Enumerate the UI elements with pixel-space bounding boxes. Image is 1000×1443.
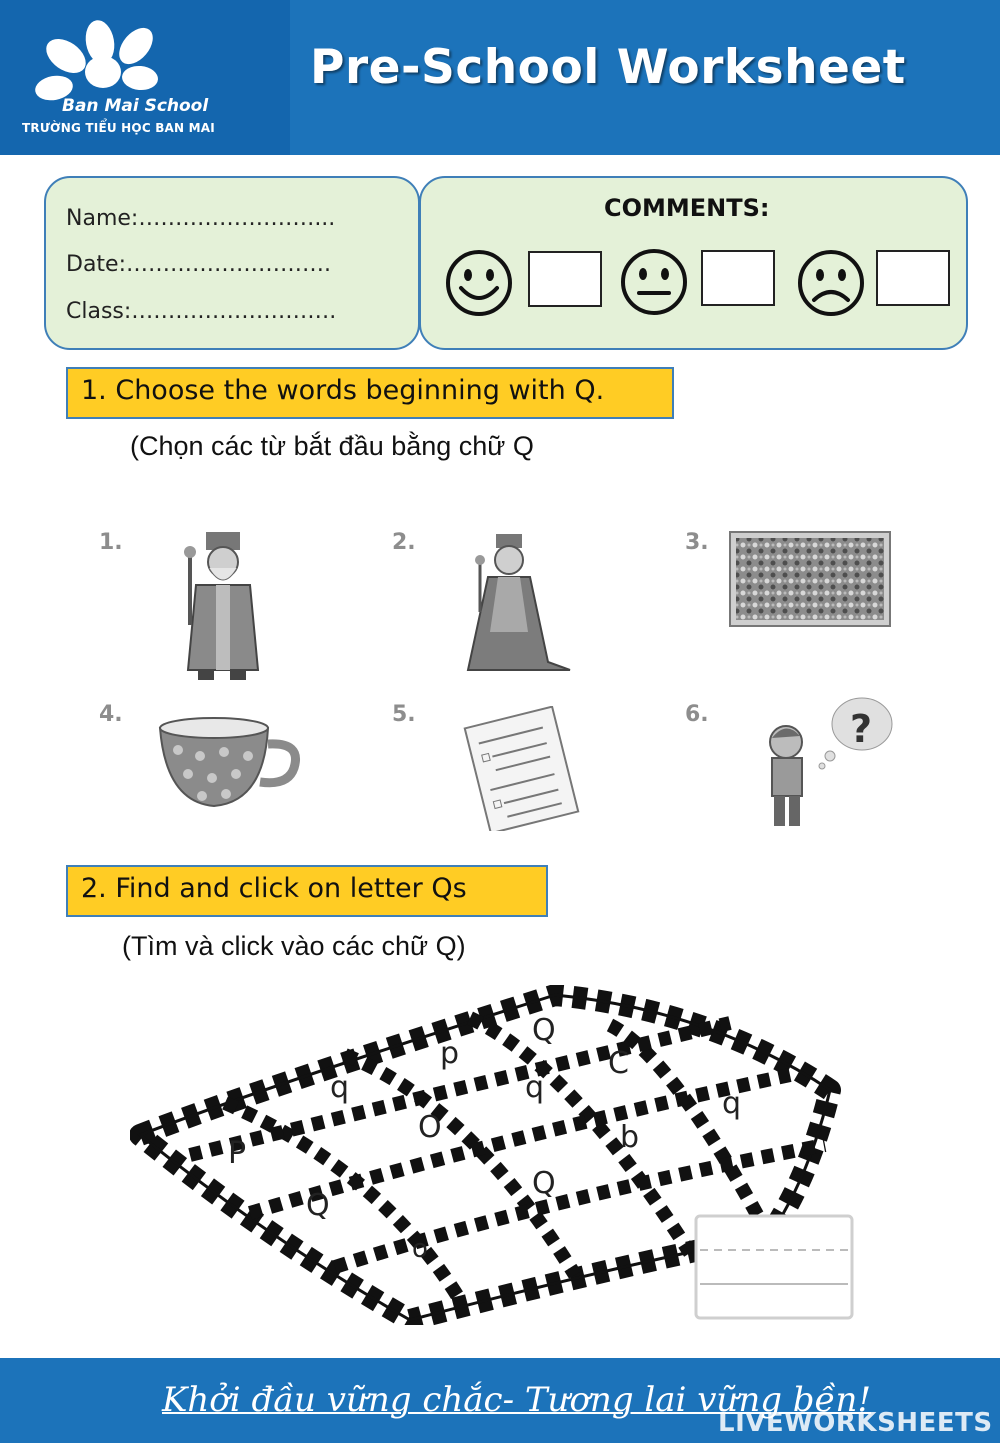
quilt-letter[interactable]: o xyxy=(412,1234,428,1264)
school-subtitle: TRƯỜNG TIỂU HỌC BAN MAI xyxy=(22,121,215,135)
exercise1-subheading: (Chọn các từ bắt đầu bằng chữ Q xyxy=(130,431,534,461)
class-field: Class:………………………. xyxy=(66,299,337,324)
quilt-letter[interactable]: Q xyxy=(306,1188,330,1223)
quilt-letter[interactable]: q xyxy=(330,1070,350,1105)
exercise2-subheading: (Tìm và click vào các chữ Q) xyxy=(122,931,466,961)
name-field: Name:……………………... xyxy=(66,206,336,231)
exercise1-heading: 1. Choose the words beginning with Q. xyxy=(81,375,605,406)
comments-title xyxy=(604,194,770,222)
footer-slogan: Khởi đầu vững chắc- Tương lai vững bền! xyxy=(162,1380,872,1420)
quilt-letter[interactable]: Q xyxy=(532,1166,556,1201)
quilt-icon[interactable] xyxy=(728,530,892,628)
writing-lines xyxy=(694,1214,854,1320)
quilt-letter[interactable]: b xyxy=(620,1120,640,1155)
item-number: 4. xyxy=(99,702,123,727)
happy-face-icon xyxy=(444,248,514,318)
item-number: 1. xyxy=(99,530,123,555)
item-number: 3. xyxy=(685,530,709,555)
quilt-letter[interactable]: q xyxy=(525,1070,545,1105)
school-name: Ban Mai School xyxy=(62,96,209,116)
student-info-panel xyxy=(44,176,420,350)
question-paper-icon[interactable] xyxy=(456,706,586,831)
queen-icon[interactable] xyxy=(458,532,576,672)
king-icon[interactable] xyxy=(176,530,268,685)
cup-icon[interactable] xyxy=(156,716,306,816)
quilt-letter[interactable]: q xyxy=(722,1086,742,1121)
quilt-letter[interactable]: Q xyxy=(532,1013,556,1048)
quilt-letter[interactable]: p xyxy=(440,1036,460,1071)
item-number: 5. xyxy=(392,702,416,727)
question-boy-icon[interactable] xyxy=(762,690,898,832)
exercise2-heading: 2. Find and click on letter Qs xyxy=(81,873,467,904)
happy-rating-box[interactable] xyxy=(528,251,602,307)
quilt-letter[interactable]: C xyxy=(608,1046,629,1081)
exercise2-heading-box xyxy=(66,865,548,917)
comments-label: COMMENTS xyxy=(604,194,760,222)
comments-colon: : xyxy=(759,194,770,222)
svg-text:?: ? xyxy=(850,707,873,751)
item-number: 6. xyxy=(685,702,709,727)
neutral-face-icon xyxy=(619,247,689,317)
page-title: Pre-School Worksheet xyxy=(310,40,906,95)
sad-face-icon xyxy=(796,248,866,318)
item-number: 2. xyxy=(392,530,416,555)
quilt-letter[interactable]: O xyxy=(418,1110,442,1145)
sad-rating-box[interactable] xyxy=(876,250,950,306)
watermark: LIVEWORKSHEETS xyxy=(718,1408,993,1438)
date-field: Date:………………………. xyxy=(66,252,331,277)
quilt-letter[interactable]: P xyxy=(228,1136,247,1171)
neutral-rating-box[interactable] xyxy=(701,250,775,306)
exercise1-heading-box xyxy=(66,367,674,419)
